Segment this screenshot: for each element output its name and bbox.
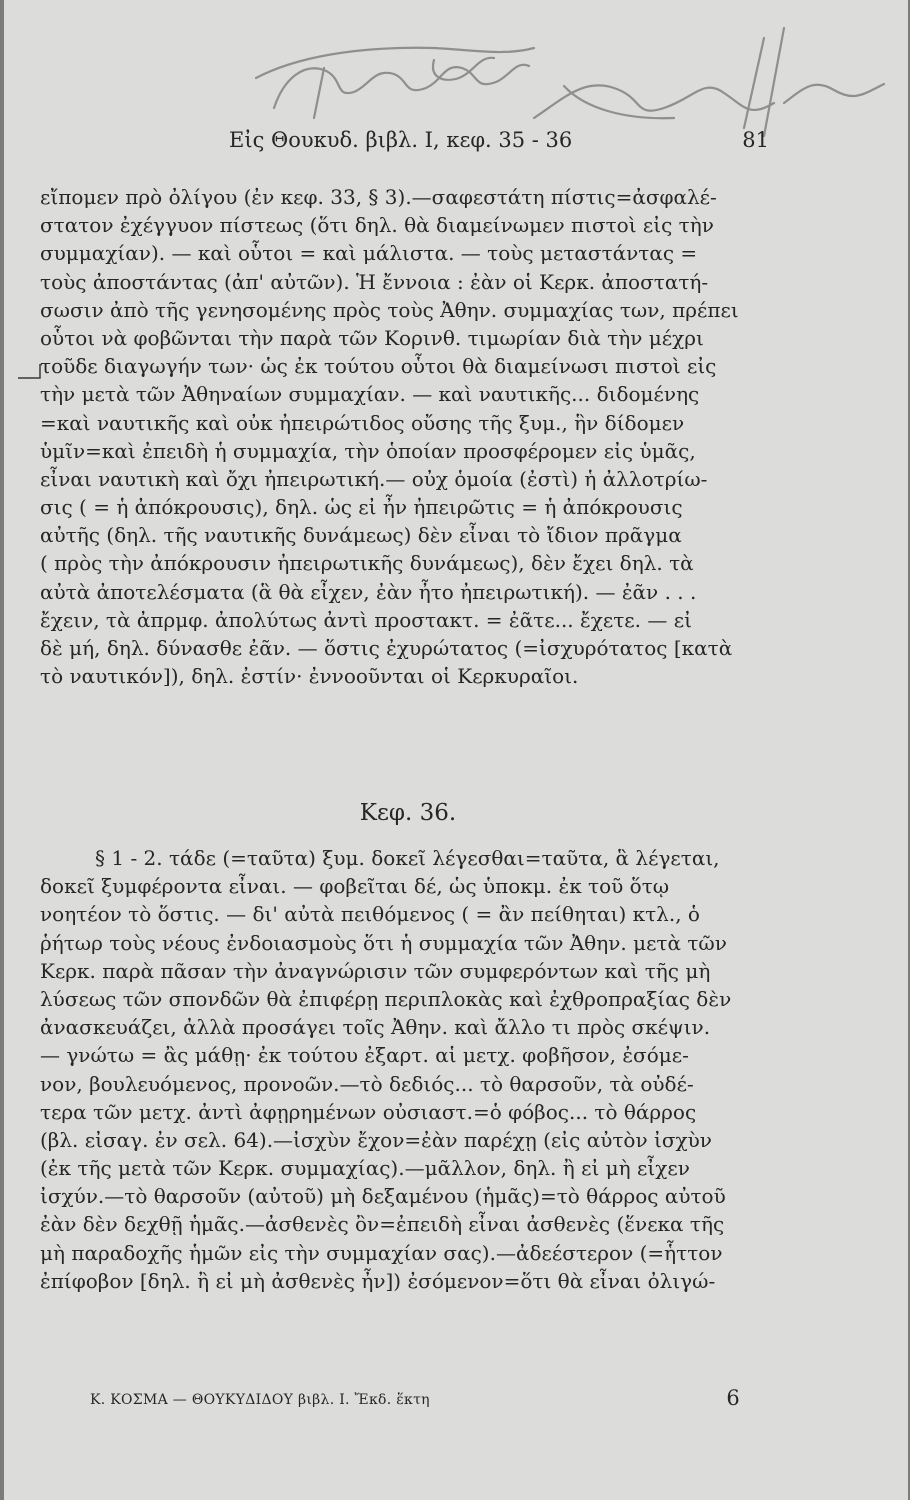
text-line: § 1 - 2. τάδε (=ταῦτα) ξυμ. δοκεῖ λέγεσθαι=ταῦτα, ἃ λέγεται,: [95, 846, 720, 870]
text-line: συμμαχίαν). — καὶ οὗτοι = καὶ μάλιστα. — τοὺς μεταστάντας =: [40, 241, 698, 266]
text-line: λύσεως τῶν σπονδῶν θὰ ἐπιφέρῃ περιπλοκὰς καὶ ἐχθροπραξίας δὲν: [40, 986, 732, 1011]
text-line: ἔχειν, τὰ ἀπρμφ. ἀπολύτως ἀντὶ προστακτ. = ἐᾶτε... ἔχετε. — εἰ: [40, 607, 692, 632]
page-number: 81: [742, 128, 769, 152]
text-line: μὴ παραδοχῆς ἡμῶν εἰς τὴν συμμαχίαν σας).—ἀδεέστερον (=ἧττον: [40, 1240, 723, 1265]
text-line: (ἐκ τῆς μετὰ τῶν Κερκ. συμμαχίας).—μᾶλλον, δηλ. ἢ εἰ μὴ εἶχεν: [40, 1156, 690, 1181]
handwritten-signature: [204, 8, 894, 138]
text-line: τερα τῶν μετχ. ἀντὶ ἀφῃρημένων οὐσιαστ.=ὁ φόβος... τὸ θάρρος: [40, 1099, 697, 1124]
signature-mark: 6: [726, 1386, 740, 1410]
text-line: — γνώτω = ἂς μάθῃ· ἐκ τούτου ἐξαρτ. αἱ μετχ. φοβῆσον, ἐσόμε-: [40, 1043, 689, 1068]
text-line: τὸ ναυτικόν]), δηλ. ἐστίν· ἐννοοῦνται οἱ Κερκυραῖοι.: [40, 664, 579, 689]
section-heading: Κεφ. 36.: [359, 800, 457, 826]
text-line: ( πρὸς τὴν ἀπόκρουσιν ἠπειρωτικῆς δυνάμεως), δὲν ἔχει δηλ. τὰ: [40, 551, 694, 576]
footer-imprint: Κ. ΚΟΣΜΑ — ΘΟΥΚΥΔΙΔΟΥ βιβλ. Ι. Ἔκδ. ἕκτη: [90, 1392, 430, 1408]
text-line: =καὶ ναυτικῆς καὶ οὐκ ἠπειρώτιδος οὔσης τῆς ξυμ., ἣν δίδομεν: [40, 410, 685, 435]
text-line: Κερκ. παρὰ πᾶσαν τὴν ἀναγνώρισιν τῶν συμφερόντων καὶ τῆς μὴ: [40, 958, 711, 983]
text-line: ῥήτωρ τοὺς νέους ἐνδοιασμοὺς ὅτι ἡ συμμαχία τῶν Ἀθην. μετὰ τῶν: [40, 930, 727, 955]
running-title: Εἰς Θουκυδ. βιβλ. Ι, κεφ. 35 - 36: [229, 128, 573, 152]
text-line: ἐπίφοβον [δηλ. ἢ εἰ μὴ ἀσθενὲς ἦν]) ἐσόμενον=ὅτι θὰ εἶναι ὀλιγώ-: [40, 1268, 716, 1293]
text-line: εἶναι ναυτικὴ καὶ ὄχι ἠπειρωτική.— οὐχ ὁμοία (ἐστὶ) ἡ ἀλλοτρίω-: [40, 466, 708, 491]
text-line: δοκεῖ ξυμφέροντα εἶναι. — φοβεῖται δέ, ὡς ὑποκμ. ἐκ τοῦ ὅτῳ: [40, 874, 670, 899]
text-line: ἐὰν δὲν δεχθῇ ἡμᾶς.—ἀσθενὲς ὂν=ἐπειδὴ εἶναι ἀσθενὲς (ἕνεκα τῆς: [40, 1212, 725, 1237]
margin-mark: [18, 360, 42, 382]
text-line: εἴπομεν πρὸ ὀλίγου (ἐν κεφ. 33, § 3).—σαφεστάτη πίστις=ἀσφαλέ-: [40, 185, 717, 209]
text-line: τοὺς ἀποστάντας (ἀπ' αὐτῶν). Ἡ ἔννοια : ἐὰν οἱ Κερκ. ἀποστατή-: [40, 269, 709, 294]
text-line: οὗτοι νὰ φοβῶνται τὴν παρὰ τῶν Κορινθ. τιμωρίαν διὰ τὴν μέχρι: [40, 325, 704, 350]
commentary-paragraph: [40, 183, 795, 690]
text-line: αὐτὰ ἀποτελέσματα (ἃ θὰ εἶχεν, ἐὰν ἦτο ἠπειρωτική). — ἐᾶν . . .: [40, 579, 697, 604]
text-line: (βλ. εἰσαγ. ἐν σελ. 64).—ἰσχὺν ἔχον=ἐὰν παρέχῃ (εἰς αὐτὸν ἰσχὺν: [40, 1127, 712, 1152]
text-line: δὲ μή, δηλ. δύνασθε ἐᾶν. — ὅστις ἐχυρώτατος (=ἰσχυρότατος [κατὰ: [40, 636, 733, 660]
text-line: ἰσχύν.—τὸ θαρσοῦν (αὐτοῦ) μὴ δεξαμένου (ἡμᾶς)=τὸ θάρρος αὐτοῦ: [40, 1184, 726, 1209]
text-line: ἀνασκευάζει, ἀλλὰ προσάγει τοῖς Ἀθην. καὶ ἄλλο τι πρὸς σκέψιν.: [40, 1015, 711, 1040]
text-line: ὑμῖν=καὶ ἐπειδὴ ἡ συμμαχία, τὴν ὁποίαν προσφέρομεν εἰς ὑμᾶς,: [40, 438, 696, 463]
book-page: [4, 0, 908, 1500]
section-commentary: [40, 844, 795, 1295]
text-line: νον, βουλευόμενος, προνοῶν.—τὸ δεδιός... τὸ θαρσοῦν, τὰ οὐδέ-: [40, 1071, 694, 1096]
text-line: σωσιν ἀπὸ τῆς γενησομένης πρὸς τοὺς Ἀθην. συμμαχίας των, πρέπει: [40, 297, 739, 322]
text-line: τοῦδε διαγωγήν των· ὡς ἐκ τούτου οὗτοι θὰ διαμείνωσι πιστοὶ εἰς: [40, 354, 717, 379]
text-line: σις ( = ἡ ἀπόκρουσις), δηλ. ὡς εἰ ἦν ἠπειρῶτις = ἡ ἀπόκρουσις: [40, 495, 683, 520]
text-line: τὴν μετὰ τῶν Ἀθηναίων συμμαχίαν. — καὶ ναυτικῆς... διδομένης: [40, 382, 700, 407]
text-line: αὐτῆς (δηλ. τῆς ναυτικῆς δυνάμεως) δὲν εἶναι τὸ ἴδιον πρᾶγμα: [40, 523, 682, 548]
running-header: [229, 128, 769, 160]
text-line: νοητέον τὸ ὅστις. — δι' αὐτὰ πειθόμενος ( = ἂν πείθηται) κτλ., ὁ: [40, 902, 700, 927]
text-line: στατον ἐχέγγυον πίστεως (ὅτι δηλ. θὰ διαμείνωμεν πιστοὶ εἰς τὴν: [40, 213, 714, 238]
